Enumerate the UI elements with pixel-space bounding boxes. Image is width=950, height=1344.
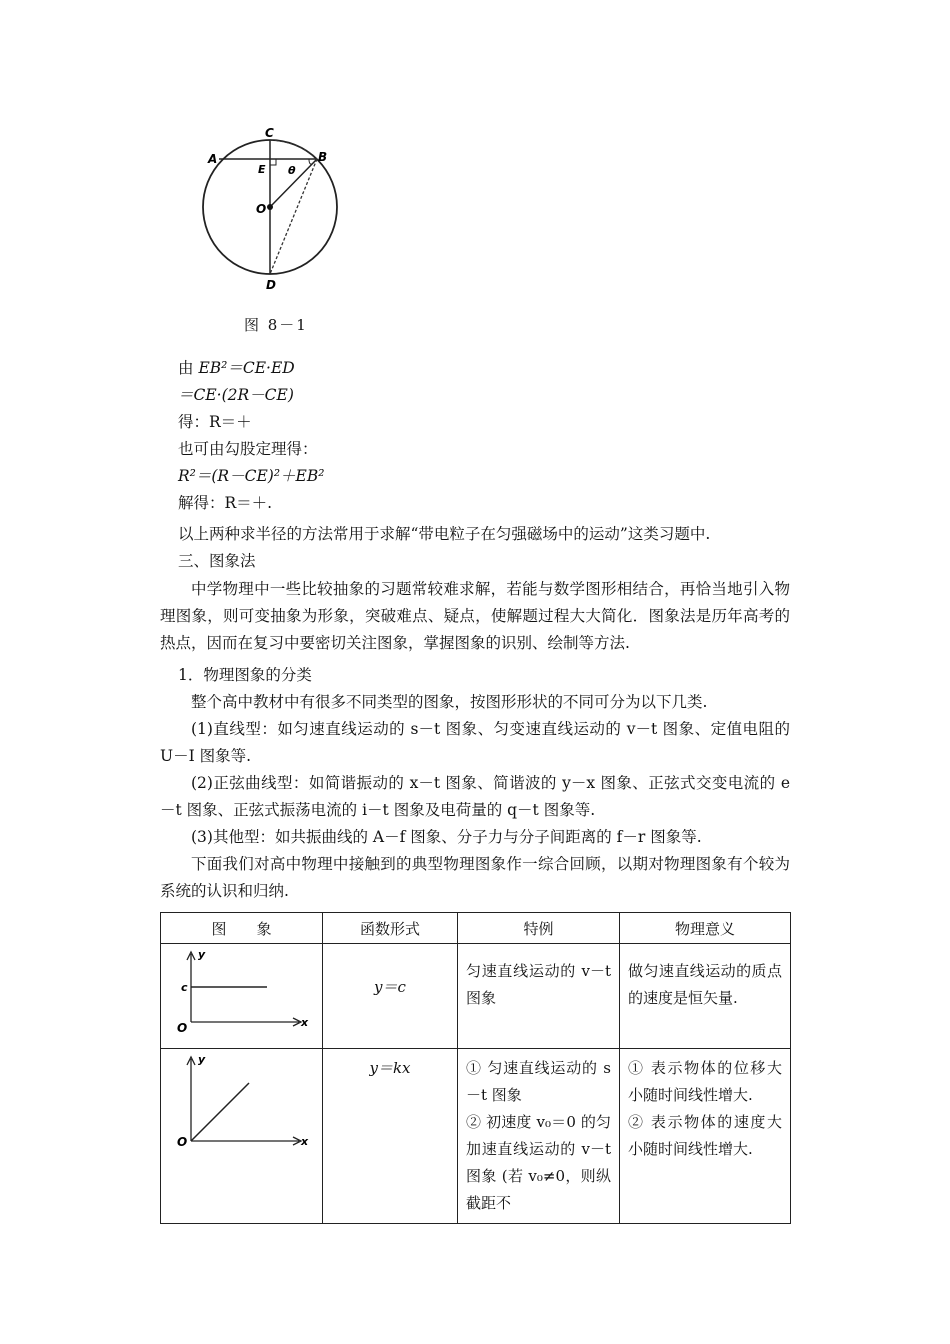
equation-line-5: R²＝(R－CE)²＋EB²: [178, 467, 325, 485]
table-header-row: [161, 913, 791, 944]
paragraph-classify: 整个高中教材中有很多不同类型的图象，按图形形状的不同可分为以下几类.: [191, 693, 708, 711]
proportional-line: [191, 1083, 249, 1141]
angle-arc-b: [309, 159, 312, 164]
table-row: [161, 1049, 791, 1224]
circle-figure-diagram: [195, 118, 355, 308]
section-heading: 三、图象法: [178, 552, 256, 570]
label-theta: θ: [288, 164, 296, 177]
meaning-cell-linear: [620, 1049, 791, 1224]
center-point: [267, 204, 273, 210]
graph-cell-constant: [161, 944, 323, 1049]
label-d: D: [266, 278, 276, 292]
equation-line-2: ＝CE·(2R－CE): [178, 386, 294, 404]
list-item-sine: (2)正弦曲线型：如简谐振动的 x－t 图象、简谐波的 y－x 图象、正弦式交变电流的 e－t 图象、正弦式振荡电流的 i－t 图象及电荷量的 q－t 图象等.: [160, 774, 790, 819]
graph-cell-linear: [161, 1049, 323, 1224]
paragraph-review: 下面我们对高中物理中接触到的典型物理图象作一综合回顾，以期对物理图象有个较为系统的认识和归纳.: [160, 855, 790, 900]
linear-graph: [161, 1049, 321, 1159]
label-b: B: [318, 150, 328, 164]
text-line-summary: 以上两种求半径的方法常用于求解“带电粒子在匀强磁场中的运动”这类习题中.: [178, 525, 711, 543]
header-meaning: 物理意义: [620, 913, 791, 944]
x-label: x: [301, 1135, 309, 1148]
meaning-1: ① 表示物体的位移大小随时间线性增大.: [628, 1059, 782, 1104]
paragraph-intro: 中学物理中一些比较抽象的习题常较难求解，若能与数学图形相结合，再恰当地引入物理图象，则可变抽象为形象，突破难点、疑点，使解题过程大大简化．图象法是历年高考的热点，因而在复习中要密切关注图象，掌握图象的识别、绘制等方法.: [160, 580, 790, 652]
sub-heading: 1．物理图象的分类: [178, 666, 312, 684]
example-cell-constant: 匀速直线运动的 v－t 图象: [458, 944, 620, 1049]
origin-label: O: [177, 1135, 188, 1149]
header-example: 特例: [458, 913, 620, 944]
example-1: ① 匀速直线运动的 s－t 图象: [466, 1059, 611, 1104]
constant-graph: [161, 944, 321, 1044]
list-item-linear: (1)直线型：如匀速直线运动的 s－t 图象、匀变速直线运动的 v－t 图象、定值电阻的 U－I 图象等.: [160, 720, 790, 765]
equation-line-1: [178, 358, 295, 378]
example-2: ② 初速度 v₀＝0 的匀加速直线运动的 v－t 图象 (若 v₀≠0，则纵截距不: [466, 1113, 627, 1212]
text-line-pythagoras: 也可由勾股定理得：: [178, 440, 318, 458]
c-label: c: [181, 981, 188, 994]
right-angle-mark: [270, 159, 276, 165]
list-item-other: (3)其他型：如共振曲线的 A－f 图象、分子力与分子间距离的 f－r 图象等.: [191, 828, 702, 846]
header-graph: 图 象: [161, 913, 323, 944]
figure-caption: 图 8－1: [244, 316, 308, 334]
formula-cell-linear: y＝kx: [323, 1049, 458, 1224]
graph-table: [160, 912, 791, 1224]
dashed-arc-cb: [270, 140, 317, 159]
y-label: y: [198, 948, 206, 961]
label-a: A: [208, 152, 218, 166]
example-cell-linear: [458, 1049, 627, 1224]
meaning-2: ② 表示物体的速度大小随时间线性增大.: [628, 1113, 782, 1158]
x-label: x: [301, 1016, 309, 1029]
y-label: y: [198, 1053, 206, 1066]
formula-cell-constant: y＝c: [323, 944, 458, 1049]
meaning-cell-constant: 做匀速直线运动的质点的速度是恒矢量.: [620, 944, 791, 1049]
equation-line-6: 解得：R＝＋.: [178, 494, 273, 512]
equation-line-1-math: EB²＝CE·ED: [198, 359, 295, 377]
label-c: C: [265, 126, 274, 140]
header-function: 函数形式: [323, 913, 458, 944]
equation-line-3: 得：R＝＋: [178, 413, 252, 431]
label-e: E: [258, 163, 266, 176]
label-o: O: [256, 202, 267, 216]
table-row: [161, 944, 791, 1049]
origin-label: O: [177, 1021, 188, 1035]
equation-line-1-prefix: 由: [178, 359, 199, 377]
